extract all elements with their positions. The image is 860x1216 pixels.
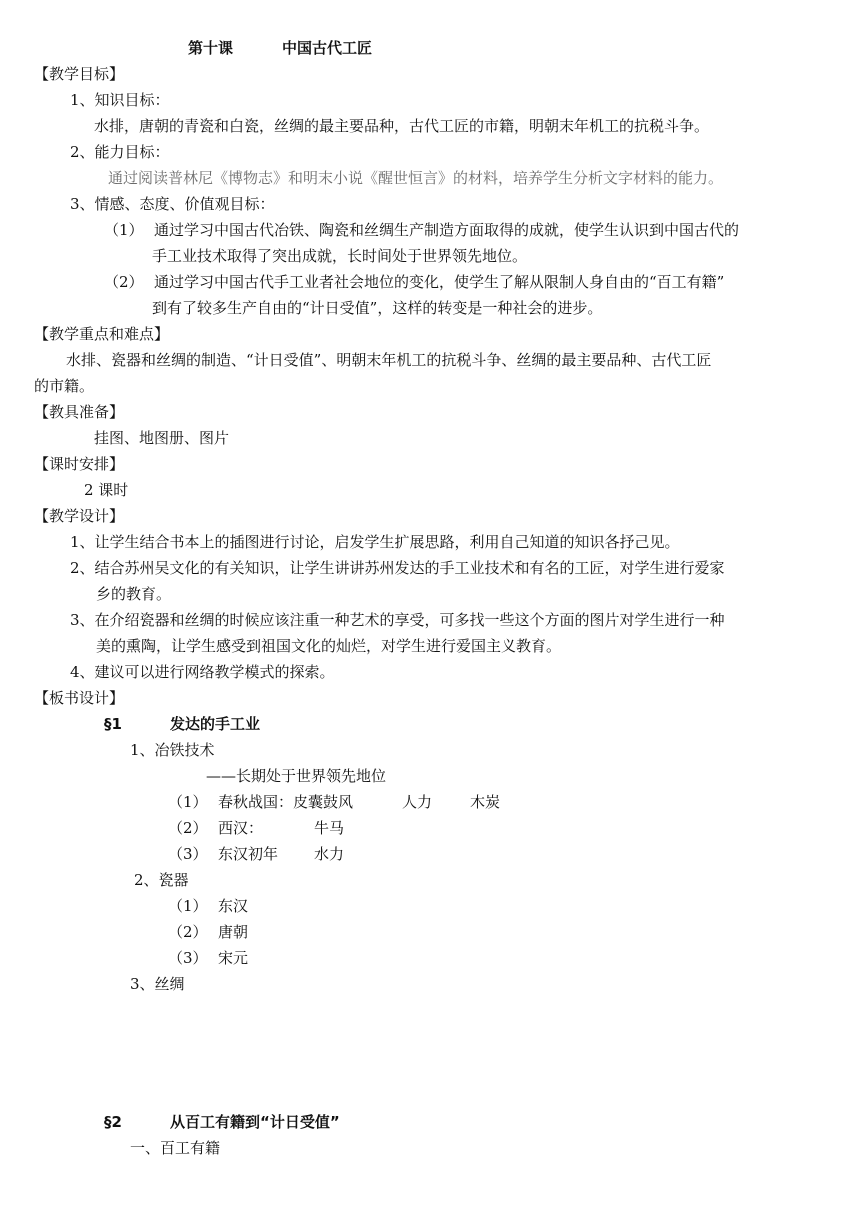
board-section-number: §2 xyxy=(104,1113,122,1131)
section-header-board: 【板书设计】 xyxy=(34,689,125,707)
iron-row-period: 春秋战国：皮囊鼓风 xyxy=(218,793,354,811)
emotion-item-number: （2） xyxy=(104,273,144,291)
lesson-number: 第十课 xyxy=(188,39,234,57)
iron-row-number: （1） xyxy=(168,793,208,811)
silk-label: 3、丝绸 xyxy=(130,975,185,993)
emotion-item-number: （1） xyxy=(104,221,144,239)
knowledge-goal-text: 水排，唐朝的青瓷和白瓷，丝绸的最主要品种，古代工匠的市籍，明朝末年机工的抗税斗争。 xyxy=(94,117,710,135)
design-item: 2、结合苏州吴文化的有关知识，让学生讲讲苏州发达的手工业技术和有名的工匠，对学生进行爱家 xyxy=(70,559,725,577)
board-subsection: 一、百工有籍 xyxy=(130,1139,221,1157)
iron-row-number: （3） xyxy=(168,845,208,863)
iron-row-power: 牛马 xyxy=(314,819,345,837)
iron-subtitle: ——长期处于世界领先地位 xyxy=(206,767,387,785)
iron-row-period: 东汉初年 xyxy=(218,845,279,863)
section-header-goals: 【教学目标】 xyxy=(34,65,125,83)
ceramics-row-number: （2） xyxy=(168,923,208,941)
emotion-item-text-cont: 到有了较多生产自由的“计日受值”，这样的转变是一种社会的进步。 xyxy=(152,299,603,317)
section-header-design: 【教学设计】 xyxy=(34,507,125,525)
emotion-item-text: 通过学习中国古代手工业者社会地位的变化，使学生了解从限制人身自由的“百工有籍” xyxy=(154,273,725,291)
design-item-cont: 美的熏陶，让学生感受到祖国文化的灿烂，对学生进行爱国主义教育。 xyxy=(96,637,562,655)
iron-row-period: 西汉： xyxy=(218,819,264,837)
board-section-title: 发达的手工业 xyxy=(170,715,261,733)
emotion-item-text: 通过学习中国古代冶铁、陶瓷和丝绸生产制造方面取得的成就，使学生认识到中国古代的 xyxy=(154,221,740,239)
section-header-tools: 【教具准备】 xyxy=(34,403,125,421)
iron-row-fuel: 木炭 xyxy=(470,793,501,811)
ceramics-row-number: （3） xyxy=(168,949,208,967)
schedule-text: 2 课时 xyxy=(84,481,129,499)
iron-label: 1、冶铁技术 xyxy=(130,741,215,759)
design-item-cont: 乡的教育。 xyxy=(96,585,172,603)
section-header-key-points: 【教学重点和难点】 xyxy=(34,325,170,343)
board-section-title: 从百工有籍到“计日受值” xyxy=(170,1113,340,1131)
design-item: 4、建议可以进行网络教学模式的探索。 xyxy=(70,663,335,681)
ceramics-row-period: 宋元 xyxy=(218,949,249,967)
tools-text: 挂图、地图册、图片 xyxy=(94,429,230,447)
iron-row-power: 人力 xyxy=(402,793,433,811)
iron-row-number: （2） xyxy=(168,819,208,837)
ceramics-label: 2、瓷器 xyxy=(134,871,189,889)
emotion-item-text-cont: 手工业技术取得了突出成就，长时间处于世界领先地位。 xyxy=(152,247,528,265)
ceramics-row-number: （1） xyxy=(168,897,208,915)
ability-goal-label: 2、能力目标： xyxy=(70,143,170,161)
board-section-number: §1 xyxy=(104,715,122,733)
key-points-text: 水排、瓷器和丝绸的制造、“计日受值”、明朝末年机工的抗税斗争、丝绸的最主要品种、古代工匠 xyxy=(66,351,712,369)
iron-row-power: 水力 xyxy=(314,845,345,863)
knowledge-goal-label: 1、知识目标： xyxy=(70,91,170,109)
design-item: 3、在介绍瓷器和丝绸的时候应该注重一种艺术的享受，可多找一些这个方面的图片对学生进行一种 xyxy=(70,611,725,629)
ability-goal-text: 通过阅读普林尼《博物志》和明末小说《醒世恒言》的材料，培养学生分析文字材料的能力。 xyxy=(108,169,724,187)
design-item: 1、让学生结合书本上的插图进行讨论，启发学生扩展思路，利用自己知道的知识各抒己见。 xyxy=(70,533,680,551)
key-points-text-cont: 的市籍。 xyxy=(34,377,95,395)
section-header-schedule: 【课时安排】 xyxy=(34,455,125,473)
ceramics-row-period: 东汉 xyxy=(218,897,249,915)
emotion-goal-label: 3、情感、态度、价值观目标： xyxy=(70,195,275,213)
lesson-title: 中国古代工匠 xyxy=(282,39,373,57)
ceramics-row-period: 唐朝 xyxy=(218,923,249,941)
